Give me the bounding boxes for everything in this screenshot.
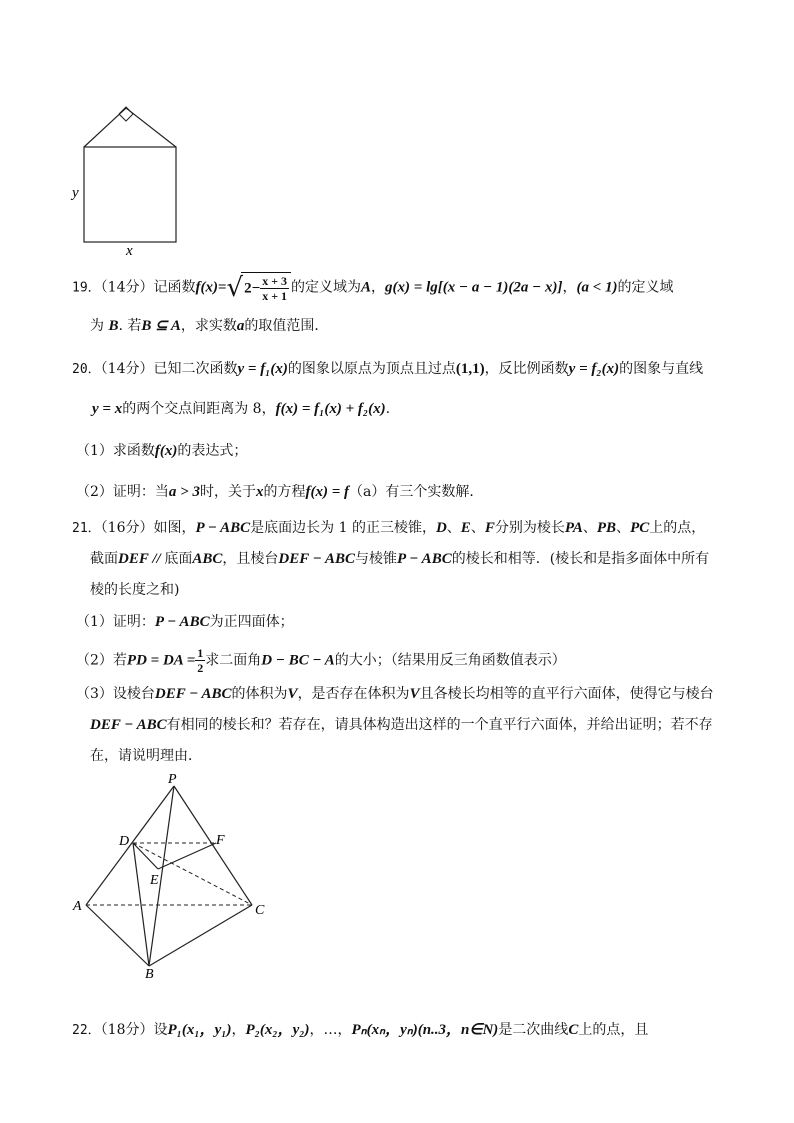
edge-PA <box>86 786 174 905</box>
right-angle-mark <box>119 107 133 121</box>
q21-part3-line1: （3）设棱台DEF − ABC的体积为V，是否存在体积为V且各棱长均相等的直平行六面体，使得它与棱台 <box>76 686 714 702</box>
q21-part1: （1）证明：P − ABC为正四面体； <box>76 614 294 630</box>
label-P: P <box>168 772 177 787</box>
roof-lines <box>84 108 176 147</box>
house-figure <box>70 100 190 260</box>
label-A: A <box>73 899 82 914</box>
edge-AB <box>86 905 149 966</box>
label-C: C <box>255 903 265 918</box>
sqrt-body: 2− $\frac{x + 3}{x + 1}$ <box>241 272 291 303</box>
label-E: E <box>150 873 159 888</box>
q21-number: 21． <box>72 521 101 536</box>
edge-EF <box>158 843 216 869</box>
label-D: D <box>119 834 130 849</box>
q20-line2: y = x的两个交点间距离为 8，f(x) = f₁(x) + f₂(x). <box>92 401 391 417</box>
q19-line1: 19．（14分）记函数f(x)=√2− $\frac{x + 3}{x + 1}$ 的定义域为A，g(x) = lg[(x − a − 1)(2a − x)]，(a < 1)的定义域 <box>72 272 674 303</box>
q20-part1: （1）求函数f(x)的表达式； <box>76 443 248 459</box>
label-F: F <box>216 833 225 848</box>
q20-part2: （2）证明：当a > 3时，关于x的方程f(x) = f（a）有三个实数解． <box>76 484 484 500</box>
q21-part3-line3: 在，请说明理由． <box>90 748 202 764</box>
q22-line1: 22．（18分）设P₁(x₁，y₁)，P₂(x₂，y₂)，…，Pₙ(xₙ，yₙ)(n..3，n∈N)是二次曲线C上的点，且 <box>72 1022 649 1038</box>
q19-line2: 为 B. 若B ⊆ A，求实数a的取值范围． <box>90 318 329 334</box>
square <box>84 147 176 242</box>
edge-PC <box>174 786 252 905</box>
half-fraction: $\frac{1}{2}$ <box>197 646 204 675</box>
q21-part3-line2: DEF − ABC有相同的棱长和？若存在，请具体构造出这样的一个直平行六面体，并给出证明；若不存 <box>90 717 713 733</box>
q21-part2: （2）若PD = DA = $\frac{1}{2}$ 求二面角D − BC − A的大小；（结果用反三角函数值表示） <box>76 646 566 675</box>
label-y: y <box>72 185 79 201</box>
q19-number: 19． <box>72 280 101 296</box>
q22-number: 22． <box>72 1023 101 1038</box>
q21-line1: 21．（16分）如图，P − ABC是底面边长为 1 的正三棱锥，D、E、F分别为棱长PA、PB、PC上的点， <box>72 520 706 536</box>
edge-BC <box>149 905 252 966</box>
fraction: $\frac{x + 3}{x + 1}$ <box>262 274 288 303</box>
tetrahedron-figure <box>66 768 276 980</box>
q20-number: 20． <box>72 362 101 377</box>
sqrt-sign: √ <box>226 272 244 303</box>
q21-line2: 截面DEF // 底面ABC，且棱台DEF − ABC与棱锥P − ABC的棱长和相等．(棱长和是指多面体中所有 <box>90 551 710 567</box>
label-B: B <box>145 967 154 980</box>
label-x: x <box>126 243 133 259</box>
q21-line3: 棱的长度之和) <box>90 582 180 598</box>
q20-line1: 20．（14分）已知二次函数y = f₁(x)的图象以原点为顶点且过点(1,1)，反比例函数y = f₂(x)的图象与直线 <box>72 361 704 377</box>
edge-DE <box>133 843 158 869</box>
